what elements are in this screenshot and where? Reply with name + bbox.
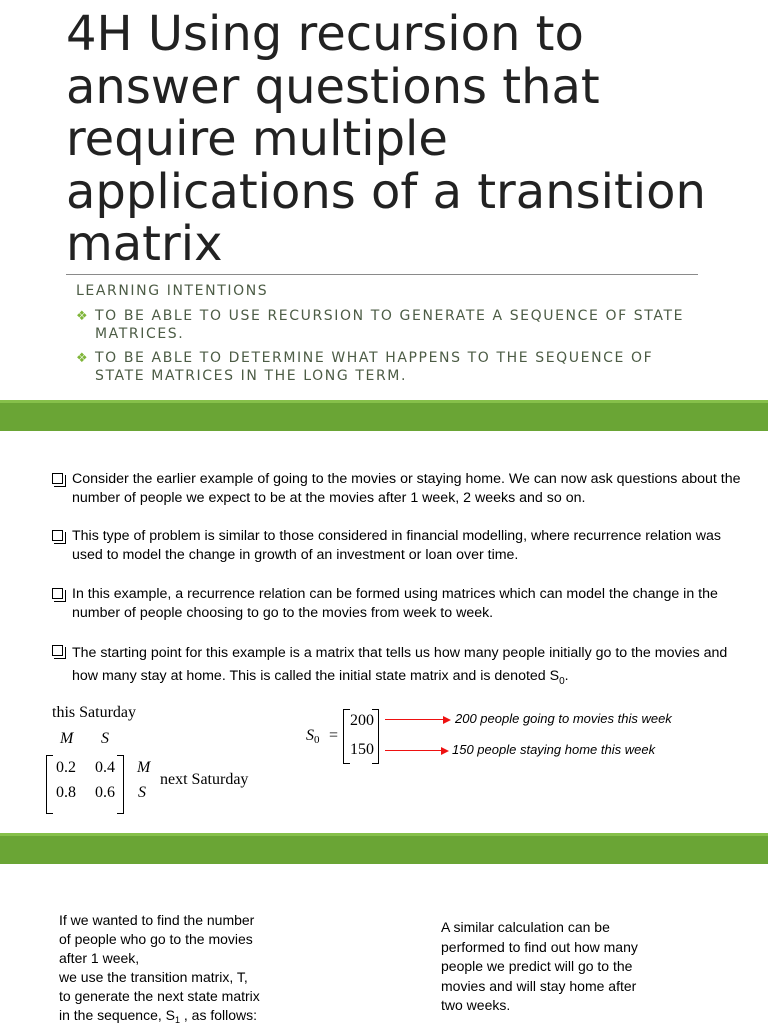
matrix-cell: 0.4 bbox=[95, 759, 115, 776]
equals-sign: = bbox=[329, 727, 339, 744]
matrix-right-bracket bbox=[117, 755, 124, 814]
matrix-cell: 0.6 bbox=[95, 784, 115, 801]
learning-intention-text: TO BE ABLE TO USE RECURSION TO GENERATE A SEQUENCE OF STATE MATRICES. bbox=[95, 308, 685, 342]
diamond-bullet-icon: ❖ bbox=[76, 309, 90, 324]
text-line: If we wanted to find the number bbox=[59, 912, 255, 928]
state-matrix-letter: S bbox=[306, 727, 314, 744]
text-line: we use the transition matrix, T, bbox=[59, 969, 248, 985]
subscript-one: 1 bbox=[174, 1015, 180, 1025]
matrix-row-label-s: S bbox=[138, 784, 146, 801]
paragraph-text bbox=[72, 642, 742, 689]
state-matrix-value: 200 bbox=[350, 712, 374, 729]
matrix-row-label-m: M bbox=[137, 759, 151, 776]
slide-title: 4H Using recursion to answer questions that require multiple applications of a transition matrix bbox=[66, 6, 706, 272]
checkbox-bullet-icon bbox=[52, 530, 63, 541]
paragraph-text-main: The starting point for this example is a matrix that tells us how many people initially go to the movies and how many stay at home. This is called the initial state matrix and is denoted S bbox=[72, 645, 728, 684]
state-matrix-label bbox=[306, 727, 320, 745]
text-line-main: in the sequence, S bbox=[59, 1007, 175, 1023]
subscript-zero: 0 bbox=[559, 676, 565, 687]
title-divider bbox=[66, 274, 698, 275]
checkbox-bullet-icon bbox=[52, 473, 63, 484]
learning-intentions-heading: LEARNING INTENTIONS bbox=[76, 283, 269, 299]
text-line-end: , as follows: bbox=[180, 1007, 258, 1023]
text-line: after 1 week, bbox=[59, 950, 140, 966]
transition-matrix-title: this Saturday bbox=[52, 704, 136, 721]
paragraph-text: Consider the earlier example of going to the movies or staying home. We can now ask questions about the number of people we expect to be at the movies after 1 week, 2 weeks and so on. bbox=[72, 471, 741, 506]
paragraph-text: This type of problem is similar to those considered in financial modelling, where recurrence relation was used to model the change in growth of an investment or loan over time. bbox=[72, 528, 721, 563]
matrix-left-bracket bbox=[46, 755, 53, 814]
learning-intention-1 bbox=[76, 308, 696, 343]
body-paragraph-4 bbox=[52, 642, 742, 689]
diamond-bullet-icon: ❖ bbox=[76, 351, 90, 366]
checkbox-bullet-icon bbox=[52, 588, 63, 599]
transition-matrix-side-label: next Saturday bbox=[160, 771, 249, 788]
learning-intention-2 bbox=[76, 350, 696, 385]
paragraph-text: In this example, a recurrence relation can be formed using matrices which can model the change in the number of people choosing to go to the movies from week to week. bbox=[72, 586, 718, 621]
matrix-cell: 0.2 bbox=[56, 759, 76, 776]
body-paragraph-2 bbox=[52, 527, 742, 565]
state-matrix-left-bracket bbox=[343, 709, 350, 764]
checkbox-bullet-icon bbox=[52, 645, 63, 656]
state-note-home: 150 people staying home this week bbox=[452, 742, 656, 757]
state-note-movies: 200 people going to movies this week bbox=[455, 711, 672, 726]
arrow-right-icon bbox=[385, 719, 444, 720]
slide-separator-band bbox=[0, 833, 768, 864]
state-matrix-subscript: 0 bbox=[314, 734, 320, 746]
matrix-column-label-m: M bbox=[60, 730, 74, 747]
body-paragraph-3 bbox=[52, 585, 742, 623]
paragraph-end: . bbox=[564, 668, 569, 684]
arrow-right-icon bbox=[385, 750, 442, 751]
text-line: of people who go to the movies bbox=[59, 931, 253, 947]
matrix-column-label-s: S bbox=[101, 730, 109, 747]
learning-intention-text: TO BE ABLE TO DETERMINE WHAT HAPPENS TO THE SEQUENCE OF STATE MATRICES IN THE LONG TERM. bbox=[95, 350, 654, 384]
matrix-cell: 0.8 bbox=[56, 784, 76, 801]
slide3-left-text bbox=[59, 911, 289, 1027]
slide3-right-text: A similar calculation can be performed to find out how many people we predict will go to the movies and will stay home after two weeks. bbox=[441, 919, 638, 1013]
text-line: to generate the next state matrix bbox=[59, 988, 260, 1004]
body-paragraph-1 bbox=[52, 470, 742, 508]
slide-separator-band bbox=[0, 400, 768, 431]
state-matrix-value: 150 bbox=[350, 741, 374, 758]
